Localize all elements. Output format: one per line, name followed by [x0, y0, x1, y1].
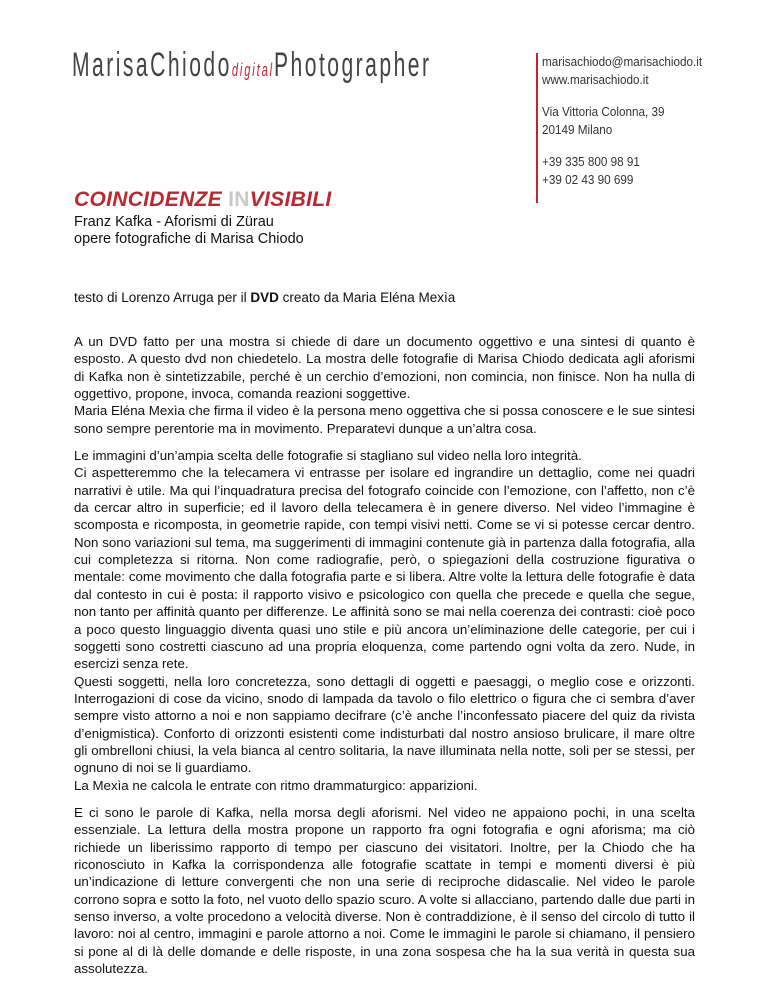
- credit-dvd: DVD: [250, 290, 279, 305]
- phone-landline: +39 02 43 90 699: [542, 172, 634, 187]
- paragraph-1: A un DVD fatto per una mostra si chiede di dare un documento oggettivo e una sintesi di quanto è esposto. A questo dvd non chiedetelo. La mostra delle fotografie di Marisa Chiodo dedicata agli aforismi di Kafka non è sintetizzabile, perché è un cerchio d’emozioni, non comincia, non finisce. Non ha nulla di oggettivo, propone, invoca, comanda reazioni soggettive. Maria Eléna Mexìa che firma il video è la persona meno oggettiva che si possa conoscere e le sue sintesi sono sempre perentorie ma in movimento. Preparatevi dunque a un’altra cosa.: [74, 334, 695, 436]
- brand-name: MarisaChiodo: [72, 46, 232, 84]
- phone-mobile: +39 335 800 98 91: [542, 154, 640, 169]
- title-part-1: COINCIDENZE: [74, 188, 229, 211]
- paragraph-3: E ci sono le parole di Kafka, nella morsa degli aforismi. Nel video ne appaiono pochi, in una scelta essenziale. La lettura della mostra propone un rapporto fra ogni fotografia e ogni aforisma; ma ciò richiede un liberissimo rapporto di tempo per ciascuno dei visitatori. Inoltre, per la Chiodo che ha riconosciuto in Kafka la corrispondenza alle fotografie scattate in tempi e momenti diversi è più un’indicazione di letture convergenti che non una serie di reciproche didascalie. Nel video le parole corrono sopra e sotto la foto, nel vuoto dello spazio scuro. A volte si allacciano, partendo dalle due parti in senso inverso, a volte procedono a velocità diverse. Non è contraddizione, è il senso del circolo di tutto il lavoro: noi al centro, immagini e parole attorno a noi. Come le immagini le parole si chiamano, il pensiero si pone al di là delle domande e delle risposte, in una zona sospesa che ha la sua verità in questa sua assolutezza.: [74, 804, 695, 977]
- article-body: [74, 333, 695, 987]
- subtitle-line-2: opere fotografiche di Marisa Chiodo: [74, 231, 304, 247]
- brand-tagline: Photographer: [273, 46, 432, 84]
- contact-block: [536, 53, 720, 203]
- brand-accent: digital: [231, 60, 274, 80]
- brand-logo: [72, 46, 432, 85]
- document-subtitle: [74, 214, 304, 248]
- credit-suffix: creato da Maria Eléna Mexìa: [278, 290, 456, 305]
- author-credit: [74, 290, 455, 305]
- contact-email: marisachiodo@marisachiodo.it: [542, 54, 703, 69]
- subtitle-line-1: Franz Kafka - Aforismi di Zürau: [74, 214, 274, 230]
- credit-prefix: testo di Lorenzo Arruga per il: [74, 290, 251, 305]
- document-title: [74, 188, 331, 212]
- title-part-3: VISIBILI: [249, 188, 332, 211]
- contact-website: www.marisachiodo.it: [542, 72, 649, 87]
- title-part-2: IN: [228, 188, 250, 211]
- address-street: Via Vittoria Colonna, 39: [542, 104, 665, 119]
- paragraph-2: Le immagini d’un’ampia scelta delle fotografie si stagliano sul video nella loro integrità. Ci aspetteremmo che la telecamera vi entrasse per isolare ed ingrandire un dettaglio, come nei quadri narrativi è utile. Ma qui l’inquadratura precisa del fotografo coincide con l’emozione, con l’affetto, non c’è da cercar altro in superficie; ed il lavoro della telecamera è in genere diverso. Nel video l’immagine è scomposta e ricomposta, in geometrie rapide, con tempi visivi netti. Come se vi si potesse cercar dentro. Non sono variazioni sul tema, ma suggerimenti di immagini contenute già in partenza dalla fotografia, alla cui completezza si ritorna. Non come radiografie, però, o spiegazioni della costruzione figurativa o mentale: come movimento che dalla fotografia parte e si libera. Altre volte la lettura delle fotografie è data dal contesto in cui è posta: il rapporto visivo e psicologico con quella che precede e quella che segue, non tanto per affinità quanto per differenze. Le affinità sono se mai nella coerenza dei contrasti: cioè poco a poco questo linguaggio diventa quasi uno stile e più ancora un’eliminazione delle categorie, per cui i soggetti sono costretti ciascuno ad una propria eloquenza, come partendo ogni volta da zero. Nude, in esercizi senza rete. Questi soggetti, nella loro concretezza, sono dettagli di oggetti e paesaggi, o meglio cose e orizzonti. Interrogazioni di cose da vicino, snodo di lampada da tavolo o filo elettrico o figura che ci sembra d’aver sempre visto attorno a noi e non sappiamo decifrare (c’è anche l’inconfessato piacere del quiz da rivista d’enigmistica). Conforto di orizzonti esistenti come indisturbati dal nostro ansioso brulicare, il mare oltre gli ombrelloni chiusi, la vela bianca al centro solitaria, la nave illuminata nella notte, soli per se stessi, per ognuno di noi se li guardiamo. La Mexìa ne calcola le entrate con ritmo drammaturgico: apparizioni.: [74, 448, 695, 793]
- address-city: 20149 Milano: [542, 122, 613, 137]
